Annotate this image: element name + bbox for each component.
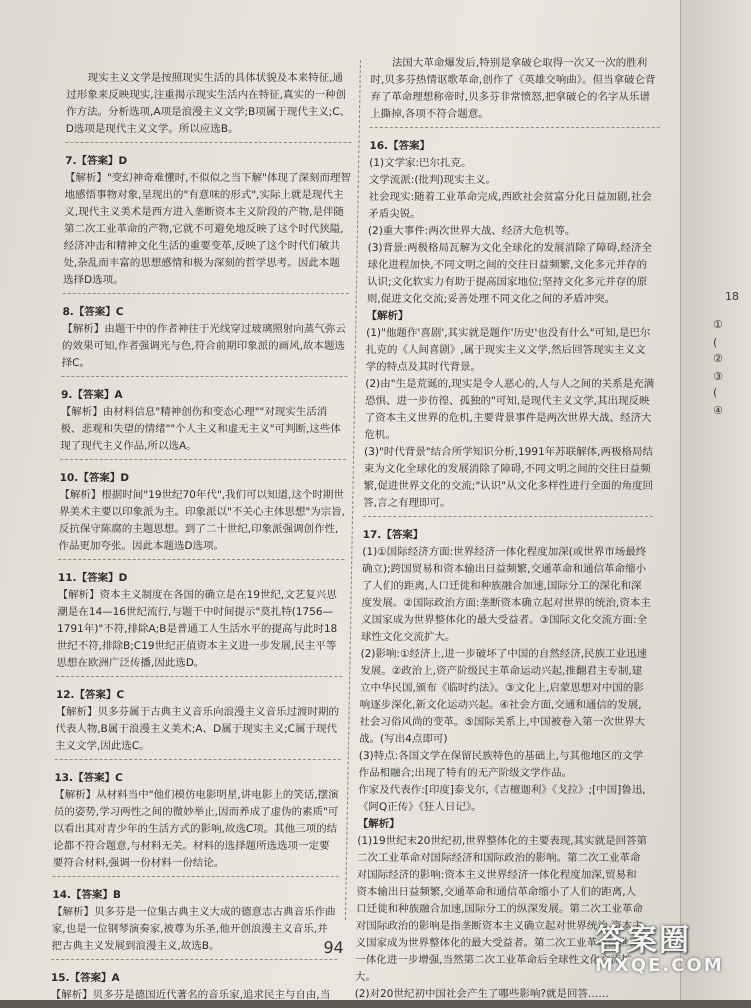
answer-item-15	[50, 970, 337, 1008]
answer-item-10	[58, 470, 346, 560]
answer-label: 10.【答案】D	[59, 472, 130, 484]
analysis-text: 【解析】"变幻神奇难懂时,不似似之当下解"体现了深刻而理智地感悟事物对象,呈现出的"有意味的形式",实际上就是现代主义,现代主义美术是西方进入垄断资本主义阶段的产物,是伴随第二次工业革命的产物,它就不可避免地反映了这个时代狭隘,经济冲击和精神文化生活的重要变革,反映了这个时代们敏共处,杂乱而丰富的思想感情和极为深刻的哲学思考。因此本题选择D选项。	[63, 172, 351, 286]
next-page-fragment: ④	[713, 404, 723, 417]
analysis-text: (2)对20世纪初中国社会产生了哪些影响?就是回答……	[354, 988, 610, 1000]
analysis-text: 【解析】贝多芬是一位集古典主义大成的德意志古典音乐作曲家,也是一位钢琴演奏家,被尊为乐圣,他开创浪漫主义音乐,并把古典主义发展到浪漫主义,故选B。	[51, 906, 336, 952]
answer-label: 9.【答案】A	[61, 389, 123, 401]
analysis-label: 【解析】	[366, 310, 409, 322]
answer-label: 17.【答案】	[362, 529, 424, 541]
answer-label: 12.【答案】C	[55, 689, 125, 701]
answer-line: (1)文学家:巴尔扎克。	[369, 157, 472, 169]
answer-label: 7.【答案】D	[65, 155, 128, 167]
analysis-text: 【解析】由题干中的作者神往于光线穿过玻璃照射向蒸气弥云的效果可知,作者强调光与色,符合前期印象派的画风,故本题选择C。	[61, 323, 346, 369]
analysis-text: (1)"他题作'喜剧',其实就是题作'历史'也没有什么"可知,是巴尔扎克的《人间喜剧》,属于现实主义文学,然后回答现实主义文学的特点及其时代背景。	[365, 327, 651, 373]
answer-item-8	[61, 304, 348, 377]
answer-line: (1)①国际经济方面:世界经济一体化程度加深(或世界市场最终确立);跨国贸易和资本输出日益频繁,交通革命和通信革命缩小了人们的距离,人口迁徙和种族融合加速,国际分工的深化和深度发展。②国际政治方面:垄断资本确立起对世界的统治,资本主义国家成为世界整体化的最大受益者。③国际文化交流方面:全球性文化交流扩大。	[360, 546, 651, 643]
answer-label: 15.【答案】A	[50, 972, 120, 984]
answer-item-14	[51, 887, 338, 960]
site-watermark	[595, 915, 745, 995]
answer-item-12	[55, 687, 342, 760]
next-page-fragment: 18	[725, 290, 739, 303]
adjacent-page-edge	[680, 0, 751, 1000]
answer-item-11	[56, 570, 344, 677]
analysis-text: 【解析】贝多芬属于古典主义音乐向浪漫主义音乐过渡时期的代表人物,B属于浪漫主义美术;A、D属于现实主义;C属于现代主义文学,因此选C。	[54, 706, 340, 752]
answer-line: 社会现实:随着工业革命完成,西欧社会贫富分化日益加剧,社会矛盾尖锐。	[368, 191, 652, 220]
analysis-text: 【解析】根据时间"19世纪70年代",我们可以知道,这个时期世界美术主要以印象派为主。印象派以"不关心主体思想"为宗旨,反抗保守陈腐的主题思想。到了二十世纪,印象派强调创作性,作品更加夸张。因此本题选D选项。	[58, 489, 346, 552]
continued-text-block	[370, 55, 661, 128]
answer-line: 文学流派:(批判)现实主义。	[368, 174, 497, 186]
answer-label: 14.【答案】B	[52, 889, 122, 901]
continued-text: 法国大革命爆发后,特别是拿破仑取得一次又一次的胜利时,贝多芬热情讴歌革命,创作了《英雄交响曲》。但当拿破仑背弃了革命理想称帝时,贝多芬非常愤怒,把拿破仑的名字从乐谱上撕掉,各项不符合题意。	[369, 57, 656, 120]
answer-line: (3)背景:两极格局瓦解为文化全球化的发展消除了障碍,经济全球化进程加快,不同文明之间的交往日益频繁,文化多元并存的认识;文化软实力有助于提高国家地位;坚持文化多元并存的原则,促进文化交流;妥善处理不同文化之间的矛盾冲突。	[366, 242, 653, 305]
answer-line: (2)影响:①经济上,进一步破坏了中国的自然经济,民族工业迅速发展。②政治上,资产阶级民主革命运动兴起,推翻君主专制,建立中华民国,颁布《临时约法》。③文化上,启蒙思想对中国的影响逐步深化,新文化运动兴起。④社会方面,交通和通信的发展,社会习俗风尚的变革。⑤国际关系上,中国被卷入第一次世界大战。(写出4点即可)	[358, 648, 648, 745]
answer-item-13	[53, 770, 341, 877]
analysis-text: (2)由"生是荒诞的,现实是令人恶心的,人与人之间的关系是充满恐惧、进一步彷徨、孤独的"可知,是现代主义文学,其出现反映了资本主义世界的危机,主要背景事件是两次世界大战、经济大危机。	[364, 378, 655, 441]
next-page-fragment: (	[713, 336, 718, 349]
intro-block	[66, 70, 353, 143]
answer-label: 16.【答案】	[369, 140, 431, 152]
answer-line: 作家及代表作:[印度]泰戈尔,《吉檀迦利》《戈拉》;[中国]鲁迅,《阿Q正传》《狂人日记》。	[357, 784, 646, 813]
analysis-text: (3)"时代背景"结合所学知识分析,1991年苏联解体,两极格局结束为文化全球化的发展消除了障碍,不同文明之间的交往日益频繁,促进世界文化的交流;"认识"从文化多样性进行全面的角度回答,言之有理即可。	[363, 446, 654, 509]
next-page-fragment: (	[713, 386, 718, 399]
answer-item-7	[63, 153, 351, 294]
answer-label: 13.【答案】C	[54, 772, 123, 784]
intro-text: 现实主义文学是按照现实生活的具体状貌及本来特征,通过形象来反映现实,注重揭示现实生活内在特征,真实的一种创作方法。分析选项,A项是浪漫主义文学;B项属于现代主义;C、D选项是现代主义文学。所以应选B。	[65, 72, 351, 135]
watermark-url: MXQE.COM	[595, 955, 724, 976]
analysis-label: 【解析】	[357, 818, 400, 830]
answer-line: (3)特点:各国文学在保留民族特色的基础上,与其他地区的文学作品相融合;出现了特有的无产阶级文学作品。	[358, 750, 644, 779]
answer-item-9	[60, 387, 347, 460]
next-page-fragment: ②	[713, 352, 723, 365]
next-page-fragment: ①	[713, 318, 723, 331]
page-number: 94	[323, 938, 344, 957]
analysis-text: 【解析】从材料当中"他们模仿电影明星,讲电影上的笑话,摆演员的姿势,学习两性之间的微妙举止,因而养成了虚伪的素质"可以看出其对青少年的生活方式的影响,故选C项。其他三项的结论都不符合题意,与材料无关。材料的选择题所选选项一定要要符合材料,强调一份材料一份结论。	[52, 789, 339, 869]
analysis-text: 【解析】贝多芬是德国近代著名的音乐家,追求民主与自由,当	[50, 989, 331, 1001]
answer-label: 11.【答案】D	[57, 572, 128, 584]
answer-label: 8.【答案】C	[62, 306, 124, 318]
watermark-logo-text: 答案圈	[595, 923, 691, 958]
next-page-fragment: ③	[713, 370, 723, 383]
analysis-text: 【解析】资本主义制度在各国的确立是在19世纪,文艺复兴思潮是在14—16世纪流行,与题干中时间提示"莫扎特(1756—1791年)"不符,排除A;B是普通工人生活水平的提高与此时18世纪不符,排除B;C19世纪正值资本主义进一步发展,民主平等思想在欧洲广泛传播,因此选D。	[56, 589, 338, 669]
analysis-text: 【解析】由材料信息"精神创伤和变态心理""对现实生活消极、悲观和失望的情绪""个人主义和虚无主义"可判断,这些体现了现代主义作品,所以选A。	[60, 406, 341, 452]
answer-line: (2)重大事件:两次世界大战、经济大危机等。	[367, 225, 576, 237]
answer-item-16	[363, 138, 660, 517]
analysis-text: (1)19世纪末20世纪初,世界整体化的主要表现,其实就是回答第二次工业革命对国际经济和国际政治的影响。第二次工业革命对国际经济的影响:资本主义世界经济一体化程度加深,贸易和资本输出日益频繁,交通革命和通信革命缩小了人们的距离,人口迁徙和种族融合加速,国际分工的纵深发展。第二次工业革命对国际政治的影响是指垄断资本主义确立起对世界统治,资本主义国家成为世界整体化的最大受益者。第二次工业革命使世界一体化进一步增强,当然第二次工业革命后全球性文化交流扩大。	[354, 835, 648, 983]
